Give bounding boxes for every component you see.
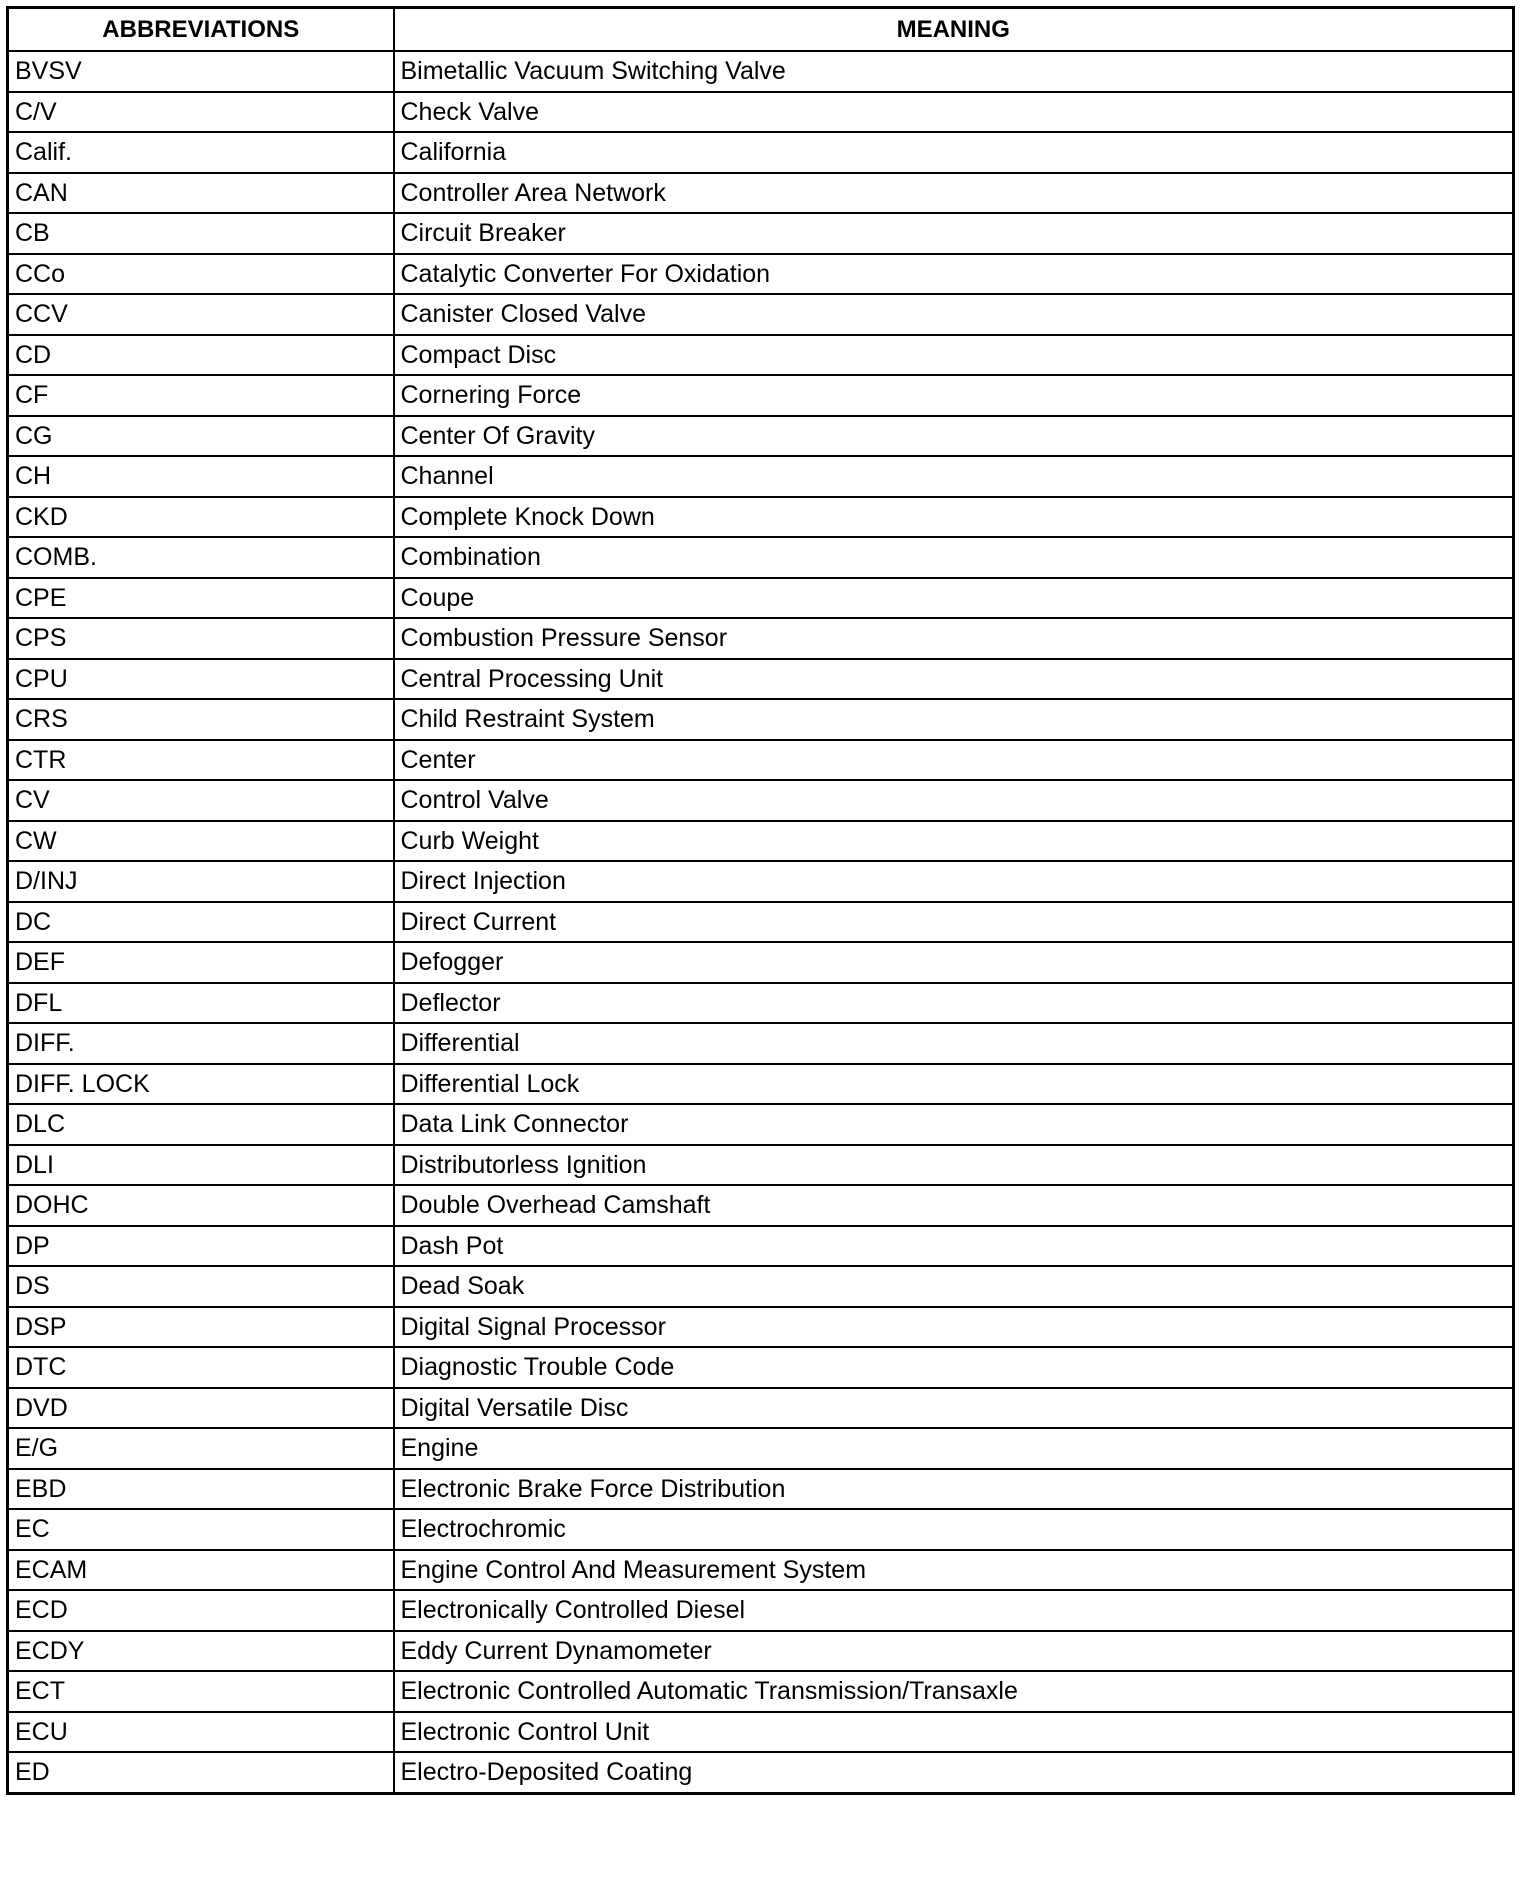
meaning-cell: Differential Lock: [394, 1064, 1514, 1105]
abbreviation-cell: EBD: [8, 1469, 394, 1510]
abbreviation-cell: DIFF.: [8, 1023, 394, 1064]
table-row: [8, 1185, 1514, 1226]
abbreviations-table: [6, 6, 1515, 1795]
abbreviation-cell: DLI: [8, 1145, 394, 1186]
table-row: [8, 1752, 1514, 1793]
abbreviation-cell: Calif.: [8, 132, 394, 173]
column-header-abbreviations: ABBREVIATIONS: [8, 8, 394, 52]
table-row: [8, 1469, 1514, 1510]
meaning-cell: Electronic Control Unit: [394, 1712, 1514, 1753]
table-row: [8, 537, 1514, 578]
table-row: [8, 294, 1514, 335]
abbreviation-cell: CAN: [8, 173, 394, 214]
meaning-cell: Electronic Brake Force Distribution: [394, 1469, 1514, 1510]
meaning-cell: Direct Current: [394, 902, 1514, 943]
meaning-cell: Center: [394, 740, 1514, 781]
abbreviation-cell: CG: [8, 416, 394, 457]
meaning-cell: Diagnostic Trouble Code: [394, 1347, 1514, 1388]
abbreviation-cell: DVD: [8, 1388, 394, 1429]
meaning-cell: Coupe: [394, 578, 1514, 619]
column-header-meaning: MEANING: [394, 8, 1514, 52]
abbreviation-cell: DLC: [8, 1104, 394, 1145]
table-row: [8, 254, 1514, 295]
table-row: [8, 213, 1514, 254]
abbreviation-cell: CV: [8, 780, 394, 821]
table-row: [8, 1023, 1514, 1064]
meaning-cell: Catalytic Converter For Oxidation: [394, 254, 1514, 295]
table-row: [8, 861, 1514, 902]
abbreviation-cell: BVSV: [8, 51, 394, 92]
table-body: [8, 51, 1514, 1793]
table-row: [8, 1307, 1514, 1348]
meaning-cell: Data Link Connector: [394, 1104, 1514, 1145]
meaning-cell: Bimetallic Vacuum Switching Valve: [394, 51, 1514, 92]
table-row: [8, 132, 1514, 173]
abbreviation-cell: E/G: [8, 1428, 394, 1469]
meaning-cell: Controller Area Network: [394, 173, 1514, 214]
abbreviation-cell: CCV: [8, 294, 394, 335]
table-row: [8, 780, 1514, 821]
abbreviation-cell: DP: [8, 1226, 394, 1267]
meaning-cell: Eddy Current Dynamometer: [394, 1631, 1514, 1672]
abbreviation-cell: CPE: [8, 578, 394, 619]
table-row: [8, 1104, 1514, 1145]
meaning-cell: Double Overhead Camshaft: [394, 1185, 1514, 1226]
abbreviation-cell: DC: [8, 902, 394, 943]
abbreviation-cell: DS: [8, 1266, 394, 1307]
abbreviation-cell: DSP: [8, 1307, 394, 1348]
header-row: [8, 8, 1514, 52]
table-row: [8, 659, 1514, 700]
abbreviation-cell: CPU: [8, 659, 394, 700]
table-row: [8, 1347, 1514, 1388]
table-row: [8, 983, 1514, 1024]
table-row: [8, 375, 1514, 416]
table-row: [8, 942, 1514, 983]
table-row: [8, 1064, 1514, 1105]
table-row: [8, 416, 1514, 457]
meaning-cell: Child Restraint System: [394, 699, 1514, 740]
abbreviation-cell: DEF: [8, 942, 394, 983]
table-row: [8, 1145, 1514, 1186]
abbreviation-cell: DFL: [8, 983, 394, 1024]
meaning-cell: Deflector: [394, 983, 1514, 1024]
table-row: [8, 1590, 1514, 1631]
abbreviation-cell: ECD: [8, 1590, 394, 1631]
table-row: [8, 699, 1514, 740]
table-row: [8, 1631, 1514, 1672]
meaning-cell: Compact Disc: [394, 335, 1514, 376]
abbreviation-cell: CB: [8, 213, 394, 254]
meaning-cell: Electrochromic: [394, 1509, 1514, 1550]
meaning-cell: Center Of Gravity: [394, 416, 1514, 457]
abbreviation-cell: CF: [8, 375, 394, 416]
meaning-cell: Differential: [394, 1023, 1514, 1064]
table-row: [8, 1671, 1514, 1712]
table-row: [8, 456, 1514, 497]
meaning-cell: Electro-Deposited Coating: [394, 1752, 1514, 1793]
meaning-cell: Defogger: [394, 942, 1514, 983]
meaning-cell: Digital Versatile Disc: [394, 1388, 1514, 1429]
meaning-cell: Direct Injection: [394, 861, 1514, 902]
abbreviation-cell: D/INJ: [8, 861, 394, 902]
table-row: [8, 92, 1514, 133]
abbreviation-cell: DIFF. LOCK: [8, 1064, 394, 1105]
meaning-cell: Control Valve: [394, 780, 1514, 821]
abbreviation-cell: ECT: [8, 1671, 394, 1712]
table-row: [8, 1550, 1514, 1591]
meaning-cell: Central Processing Unit: [394, 659, 1514, 700]
table-row: [8, 902, 1514, 943]
abbreviation-cell: CPS: [8, 618, 394, 659]
abbreviation-cell: CH: [8, 456, 394, 497]
table-row: [8, 821, 1514, 862]
meaning-cell: Combustion Pressure Sensor: [394, 618, 1514, 659]
table-row: [8, 1266, 1514, 1307]
abbreviation-cell: CKD: [8, 497, 394, 538]
meaning-cell: Channel: [394, 456, 1514, 497]
abbreviation-cell: CCo: [8, 254, 394, 295]
table-row: [8, 740, 1514, 781]
meaning-cell: Electronic Controlled Automatic Transmission/Transaxle: [394, 1671, 1514, 1712]
meaning-cell: Canister Closed Valve: [394, 294, 1514, 335]
abbreviation-cell: CW: [8, 821, 394, 862]
table-row: [8, 1509, 1514, 1550]
meaning-cell: Check Valve: [394, 92, 1514, 133]
abbreviation-cell: ECU: [8, 1712, 394, 1753]
meaning-cell: Circuit Breaker: [394, 213, 1514, 254]
abbreviation-cell: CRS: [8, 699, 394, 740]
abbreviation-cell: ECDY: [8, 1631, 394, 1672]
abbreviation-cell: ED: [8, 1752, 394, 1793]
table-row: [8, 51, 1514, 92]
abbreviation-cell: CD: [8, 335, 394, 376]
table-row: [8, 497, 1514, 538]
table-row: [8, 1428, 1514, 1469]
table-row: [8, 618, 1514, 659]
meaning-cell: Digital Signal Processor: [394, 1307, 1514, 1348]
meaning-cell: Engine: [394, 1428, 1514, 1469]
meaning-cell: Cornering Force: [394, 375, 1514, 416]
meaning-cell: Engine Control And Measurement System: [394, 1550, 1514, 1591]
table-row: [8, 1226, 1514, 1267]
meaning-cell: California: [394, 132, 1514, 173]
meaning-cell: Complete Knock Down: [394, 497, 1514, 538]
table-row: [8, 335, 1514, 376]
abbreviation-cell: C/V: [8, 92, 394, 133]
abbreviation-cell: COMB.: [8, 537, 394, 578]
meaning-cell: Electronically Controlled Diesel: [394, 1590, 1514, 1631]
abbreviation-cell: EC: [8, 1509, 394, 1550]
meaning-cell: Dead Soak: [394, 1266, 1514, 1307]
abbreviation-cell: CTR: [8, 740, 394, 781]
table-row: [8, 173, 1514, 214]
meaning-cell: Curb Weight: [394, 821, 1514, 862]
meaning-cell: Distributorless Ignition: [394, 1145, 1514, 1186]
abbreviation-cell: DOHC: [8, 1185, 394, 1226]
meaning-cell: Dash Pot: [394, 1226, 1514, 1267]
table-row: [8, 1712, 1514, 1753]
table-row: [8, 1388, 1514, 1429]
abbreviation-cell: ECAM: [8, 1550, 394, 1591]
abbreviation-cell: DTC: [8, 1347, 394, 1388]
meaning-cell: Combination: [394, 537, 1514, 578]
table-row: [8, 578, 1514, 619]
